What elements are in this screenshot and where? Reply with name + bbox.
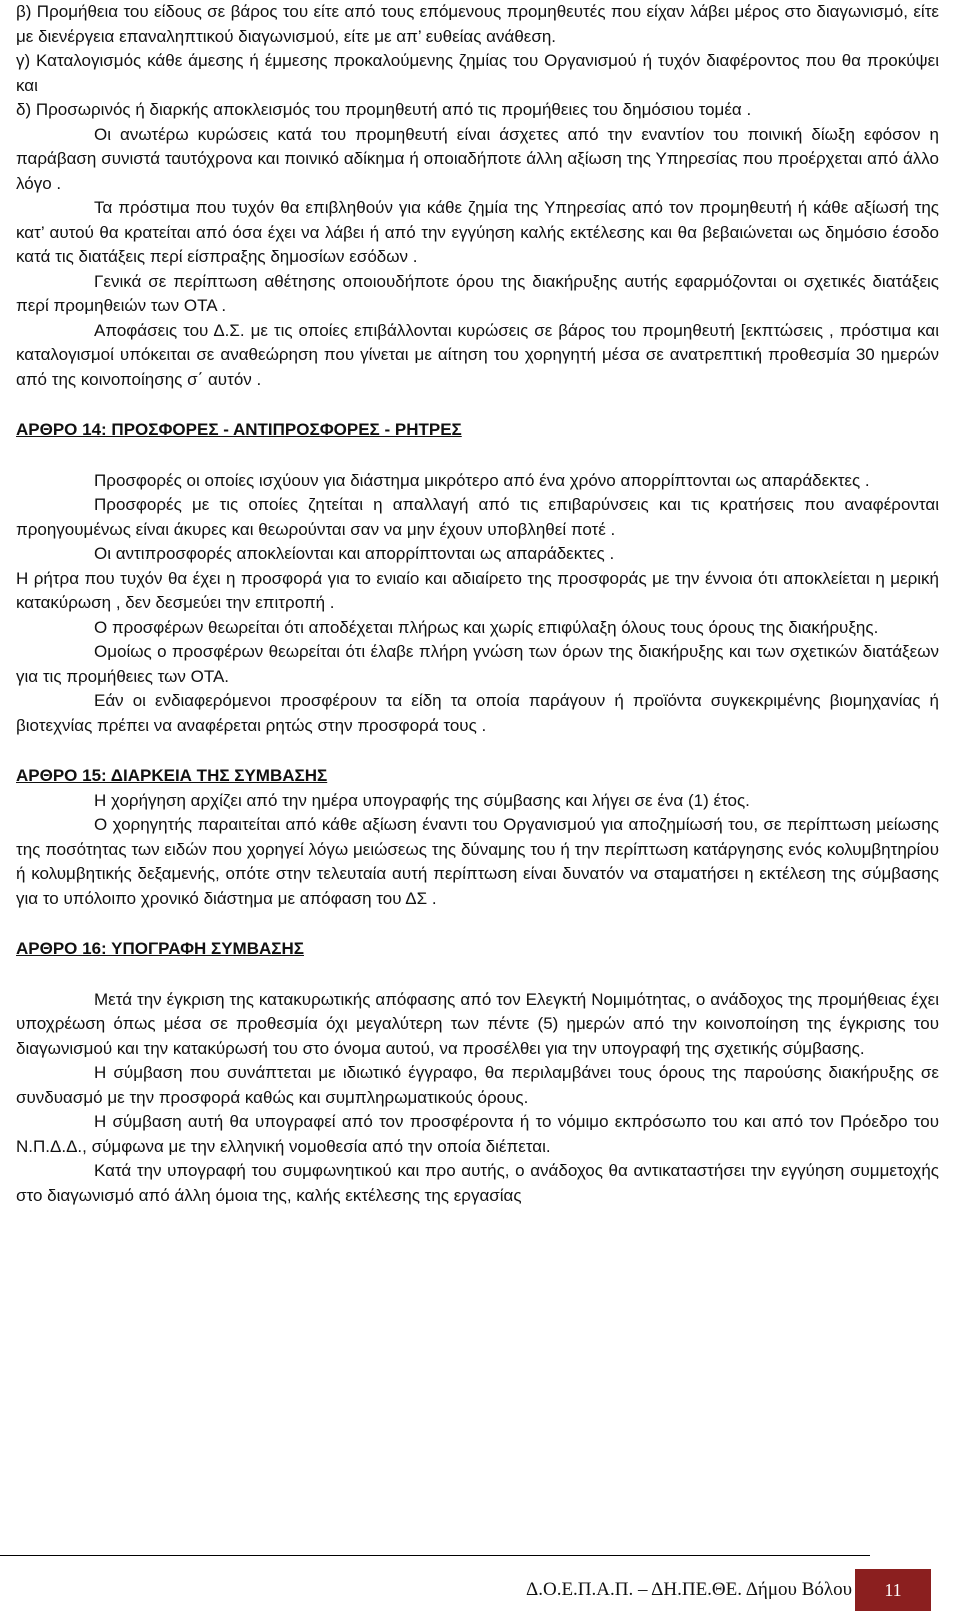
article-15-paragraph: Η χορήγηση αρχίζει από την ημέρα υπογραφής της σύμβασης και λήγει σε ένα (1) έτος. <box>94 790 750 810</box>
paragraph-general: Γενικά σε περίπτωση αθέτησης οποιουδήποτε όρου της διακήρυξης αυτής εφαρμόζονται οι σχετικές διατάξεις περί προμηθειών των ΟΤΑ . <box>16 271 939 315</box>
article-14-paragraph: Η ρήτρα που τυχόν θα έχει η προσφορά για το ενιαίο και αδιαίρετο της προσφοράς με την έννοια ότι αποκλείεται η μερική κατακύρωση , δεν δεσμεύει την επιτροπή . <box>16 568 939 612</box>
page-number-badge: 11 <box>855 1569 931 1611</box>
paragraph-beta: β) Προμήθεια του είδους σε βάρος του είτε από τους επόμενους προμηθευτές που είχαν λάβει μέρος στο διαγωνισμό, είτε με διενέργεια επαναληπτικού διαγωνισμού, είτε με απ’ ευθείας ανάθεση. <box>16 2 939 46</box>
paragraph-decisions: Αποφάσεις του Δ.Σ. με τις οποίες επιβάλλονται κυρώσεις σε βάρος του προμηθευτή [εκπτώσεις , πρόστιμα και καταλογισμοί υπόκειται σε αναθεώρηση που γίνεται με αίτηση του χορηγητή μέσα σε ανατρεπτική προθεσμία 30 ημερών από της κοινοποίησης σ΄ αυτόν . <box>16 320 939 389</box>
article-15-heading: ΑΡΘΡΟ 15: ΔΙΑΡΚΕΙΑ ΤΗΣ ΣΥΜΒΑΣΗΣ <box>16 766 328 785</box>
article-14-paragraph: Ομοίως ο προσφέρων θεωρείται ότι έλαβε πλήρη γνώση των όρων της διακήρυξης και των σχετικών διατάξεων για τις προμήθειες των ΟΤΑ. <box>16 642 939 686</box>
article-15-paragraph: Ο χορηγητής παραιτείται από κάθε αξίωση έναντι του Οργανισμού για αποζημίωσή του, σε περίπτωση μείωσης της ποσότητας των ειδών που χορηγεί λόγω μειώσεως της δύναμης του ή την περίπτωση κατάργησης ενός κολυμβητηρίου ή κολυμβητικής δεξαμενής, οπότε στην τελευταία αυτή περίπτωση είναι δυνατόν να σταματήσει η εκτέλεση της σύμβασης για το υπόλοιπο χρονικό διάστημα με απόφαση του ΔΣ . <box>16 815 939 908</box>
document-page <box>16 0 939 1208</box>
article-16-paragraph: Η σύμβαση αυτή θα υπογραφεί από τον προσφέροντα ή το νόμιμο εκπρόσωπο του και από τον Πρόεδρο του Ν.Π.Δ.Δ., σύμφωνα με την ελληνική νομοθεσία από την οποία διέπεται. <box>16 1112 939 1156</box>
article-16-paragraph: Κατά την υπογραφή του συμφωνητικού και προ αυτής, ο ανάδοχος θα αντικαταστήσει την εγγύηση συμμετοχής στο διαγωνισμό από άλλη όμοια της, καλής εκτέλεσης της εργασίας <box>16 1161 939 1205</box>
article-14-paragraph: Προσφορές οι οποίες ισχύουν για διάστημα μικρότερο από ένα χρόνο απορρίπτονται ως απαράδεκτες . <box>94 470 870 490</box>
paragraph-delta: δ) Προσωρινός ή διαρκής αποκλεισμός του προμηθευτή από τις προμήθειες του δημόσιου τομέα . <box>16 100 752 119</box>
paragraph-gamma: γ) Καταλογισμός κάθε άμεσης ή έμμεσης προκαλούμενης ζημίας του Οργανισμού ή τυχόν διαφέροντος που θα προκύψει και <box>16 51 939 95</box>
article-14-paragraph: Οι αντιπροσφορές αποκλείονται και απορρίπτονται ως απαράδεκτες . <box>94 544 615 563</box>
paragraph-sanctions: Οι ανωτέρω κυρώσεις κατά του προμηθευτή είναι άσχετες από την εναντίον του ποινική δίωξη εφόσον η παράβαση συνιστά ταυτόχρονα και ποινικό αδίκημα ή οποιαδήποτε άλλη αξίωση της Υπηρεσίας που προέρχεται από άλλο λόγο . <box>16 124 939 193</box>
article-14-paragraph: Εάν οι ενδιαφερόμενοι προσφέρουν τα είδη τα οποία παράγουν ή προϊόντα συγκεκριμένης βιομηχανίας ή βιοτεχνίας πρέπει να αναφέρεται ρητώς στην προσφορά τους . <box>16 691 939 735</box>
article-16-paragraph: Μετά την έγκριση της κατακυρωτικής απόφασης από τον Ελεγκτή Νομιμότητας, ο ανάδοχος της προμήθειας έχει υποχρέωση όπως μέσα σε προθεσμία όχι μεγαλύτερη των πέντε (5) ημερών από την κοινοποίηση της έγκρισης του διαγωνισμού και την κατακύρωσή του στο όνομα αυτού, να προσέλθει για την υπογραφή της σχετικής σύμβασης. <box>16 989 939 1058</box>
footer-organization: Δ.Ο.Ε.Π.Α.Π. – ΔΗ.ΠΕ.ΘΕ. Δήμου Βόλου <box>526 1579 852 1600</box>
footer-divider <box>0 1555 870 1556</box>
article-16-heading: ΑΡΘΡΟ 16: ΥΠΟΓΡΑΦΗ ΣΥΜΒΑΣΗΣ <box>16 939 304 958</box>
article-14-paragraph: Ο προσφέρων θεωρείται ότι αποδέχεται πλήρως και χωρίς επιφύλαξη όλους τους όρους της διακήρυξης. <box>94 617 879 637</box>
article-16-paragraph: Η σύμβαση που συνάπτεται με ιδιωτικό έγγραφο, θα περιλαμβάνει τους όρους της παρούσης διακήρυξης σε συνδυασμό με την προσφορά καθώς και συμπληρωματικούς όρους. <box>16 1063 939 1107</box>
paragraph-fines: Τα πρόστιμα που τυχόν θα επιβληθούν για κάθε ζημία της Υπηρεσίας από τον προμηθευτή ή κάθε αξίωσή της κατ’ αυτού θα κρατείται από όσα έχει να λάβει ή από την εγγύηση καλής εκτέλεσης και θα βεβαιώνεται ως δημόσιο έσοδο κατά τις διατάξεις περί είσπραξης δημοσίων εσόδων . <box>16 198 939 266</box>
page-footer <box>0 1555 960 1604</box>
article-14-heading: ΑΡΘΡΟ 14: ΠΡΟΣΦΟΡΕΣ - ΑΝΤΙΠΡΟΣΦΟΡΕΣ - ΡΗΤΡΕΣ <box>16 420 462 439</box>
article-14-paragraph: Προσφορές με τις οποίες ζητείται η απαλλαγή από τις επιβαρύνσεις και τις κρατήσεις που αναφέρονται προηγουμένως είναι άκυρες και θεωρούνται σαν να μην έχουν υποβληθεί ποτέ . <box>16 495 939 539</box>
